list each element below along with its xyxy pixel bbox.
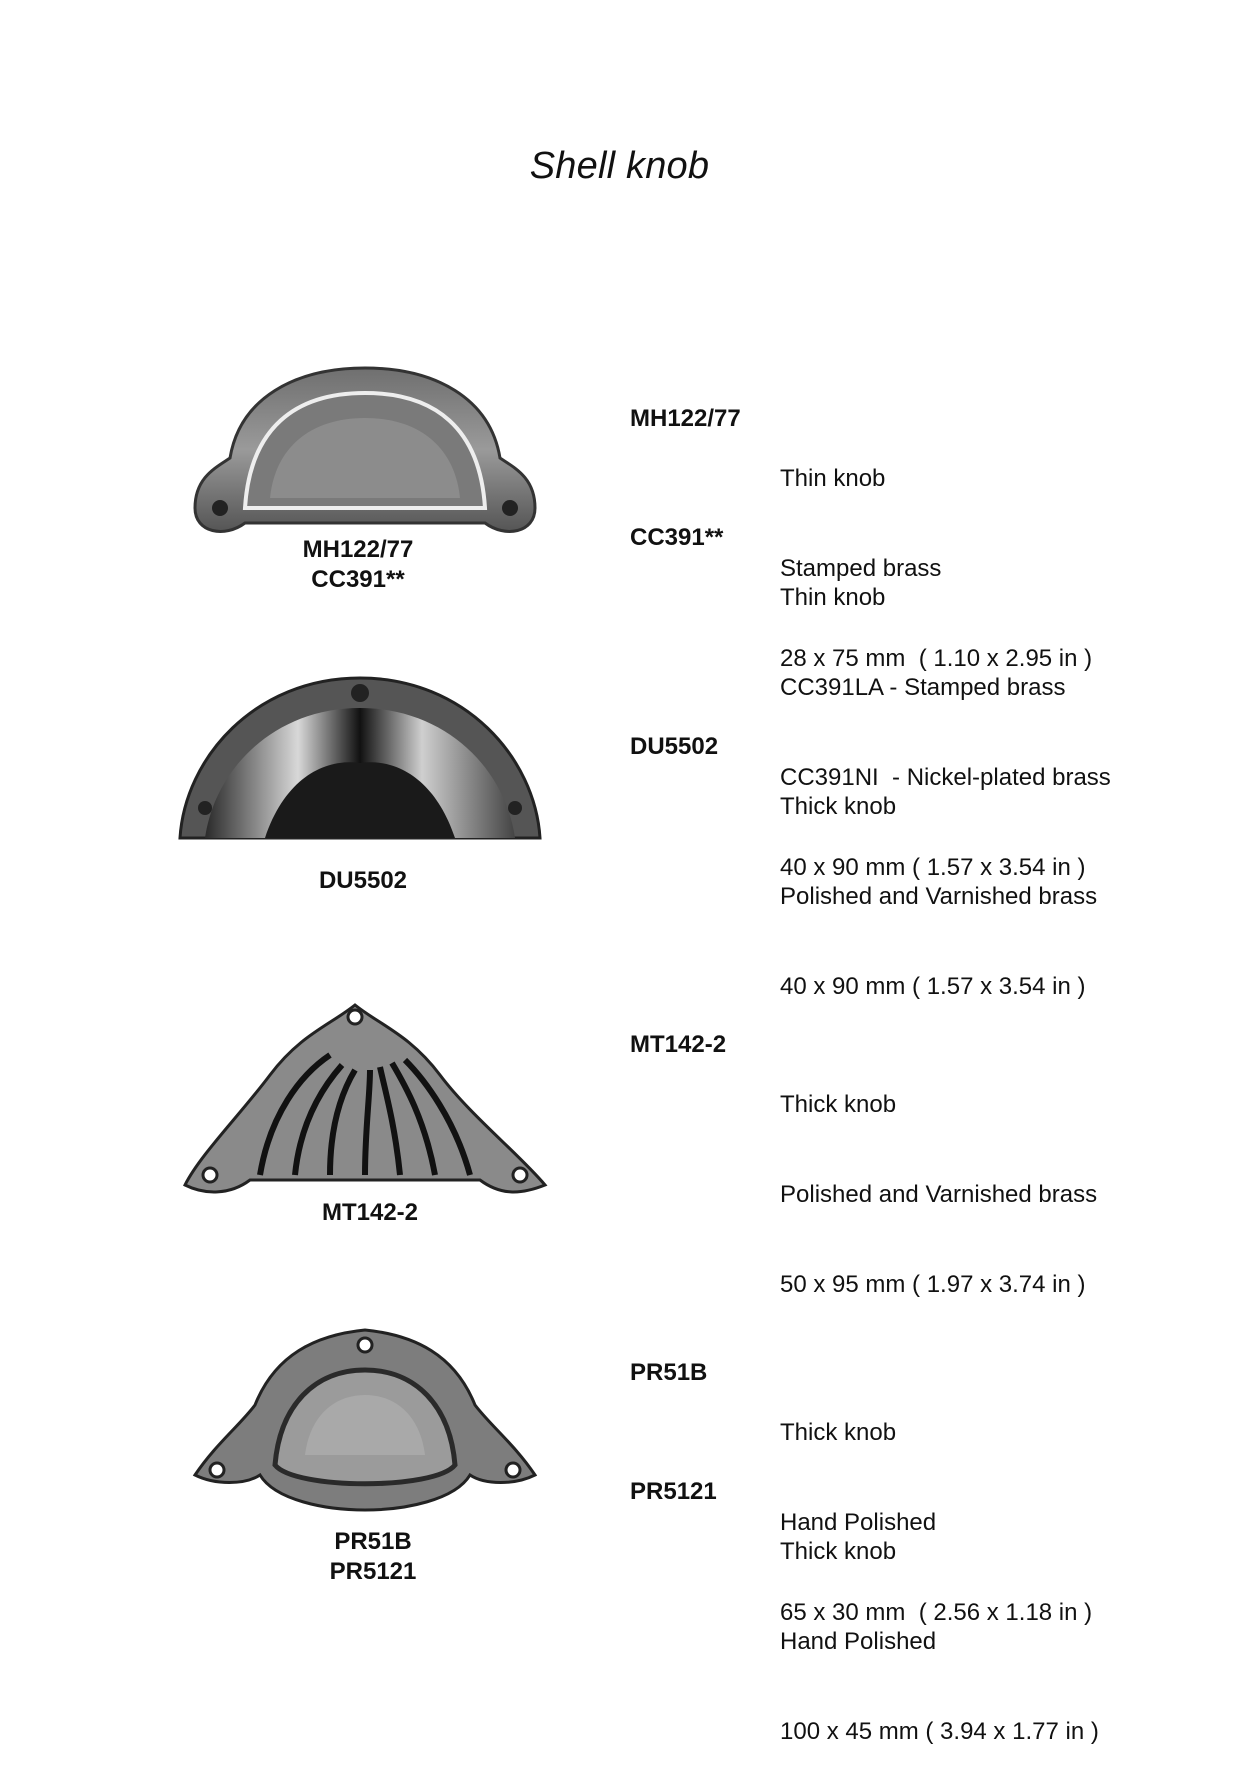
product-code: MT142-2 [630,1031,727,1058]
cup-pull-framed-icon [185,1315,545,1515]
image-caption: PR51B PR5121 [329,1528,417,1585]
product-description: Thick knob Hand Polished 100 x 45 mm ( 3.94 x 1.77 in ) [780,1538,1099,1745]
product-description: Thick knob Hand Polished 65 x 30 mm ( 2.56 x 1.18 in ) [780,1419,1093,1626]
image-caption: MH122/77 CC391** [302,536,414,593]
cup-pull-smooth-icon [175,668,545,848]
product-description: Thin knob Stamped brass 28 x 75 mm ( 1.10 x 2.95 in ) [780,465,1093,672]
product-code: MH122/77 [630,405,741,432]
product-description: Thick knob Polished and Varnished brass 40 x 90 mm ( 1.57 x 3.54 in ) [780,793,1098,1000]
product-code: PR5121 [630,1478,717,1505]
image-caption: MT142-2 [321,1199,419,1226]
product-code: PR51B [630,1359,708,1386]
cup-pull-thin-icon [185,358,545,548]
page-title: Shell knob [529,145,710,187]
product-code: CC391** [630,524,724,551]
product-description: Thick knob Polished and Varnished brass 50 x 95 mm ( 1.97 x 3.74 in ) [780,1091,1098,1298]
image-caption: DU5502 [318,867,408,894]
cup-pull-fluted-icon [180,995,550,1200]
product-description: Thin knob CC391LA - Stamped brass CC391NI - Nickel-plated brass 40 x 90 mm ( 1.57 x 3.54 in ) [780,584,1111,881]
product-code: DU5502 [630,733,719,760]
